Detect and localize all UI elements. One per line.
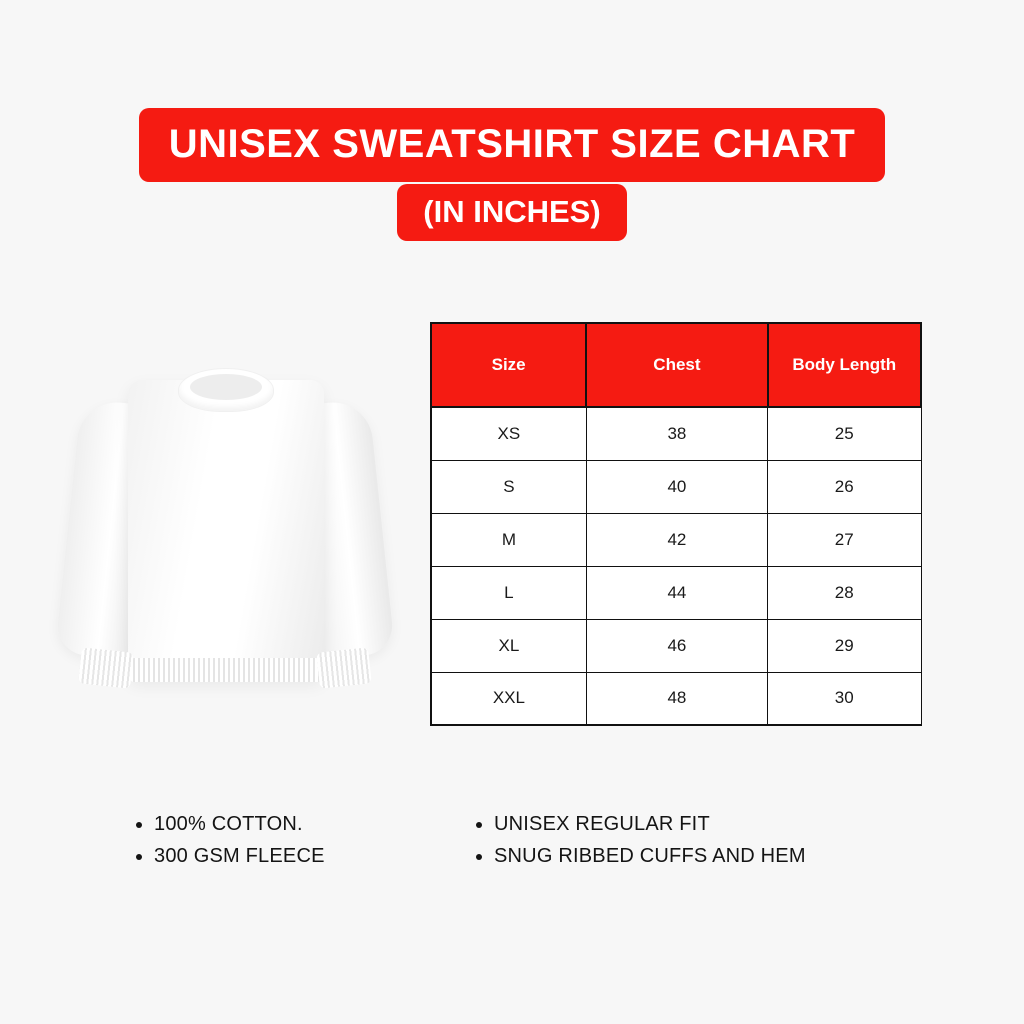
cell-body-length: 30 (768, 672, 921, 725)
cell-size: L (431, 566, 586, 619)
cell-chest: 48 (586, 672, 767, 725)
cell-size: XS (431, 407, 586, 460)
table-row (431, 566, 921, 619)
cell-body-length: 28 (768, 566, 921, 619)
list-item: • 300 GSM FLEECE (154, 840, 472, 872)
column-header-size: Size (431, 323, 586, 407)
column-header-body-length: Body Length (768, 323, 921, 407)
table-row (431, 460, 921, 513)
cell-size: M (431, 513, 586, 566)
table-row (431, 619, 921, 672)
size-chart-table (430, 322, 922, 726)
product-image (60, 340, 390, 730)
cell-size: S (431, 460, 586, 513)
notes-column-left (132, 808, 472, 872)
cell-chest: 42 (586, 513, 767, 566)
table-header-row (431, 323, 921, 407)
table-row (431, 513, 921, 566)
table-row (431, 407, 921, 460)
page-title: UNISEX SWEATSHIRT SIZE CHART (139, 108, 886, 182)
ribbed-cuff-left (78, 647, 133, 688)
table-body (431, 407, 921, 725)
notes-section (0, 808, 1024, 872)
column-header-chest: Chest (586, 323, 767, 407)
title-block (0, 108, 1024, 241)
cell-size: XL (431, 619, 586, 672)
cell-chest: 40 (586, 460, 767, 513)
cell-body-length: 26 (768, 460, 921, 513)
cell-size: XXL (431, 672, 586, 725)
cell-body-length: 29 (768, 619, 921, 672)
list-item: • UNISEX REGULAR FIT (494, 808, 806, 840)
cell-chest: 44 (586, 566, 767, 619)
cell-body-length: 25 (768, 407, 921, 460)
table-header (431, 323, 921, 407)
cell-chest: 46 (586, 619, 767, 672)
table-row (431, 672, 921, 725)
sweatshirt-neck-opening (190, 374, 262, 400)
notes-column-right (472, 808, 806, 872)
list-item: • 100% COTTON. (154, 808, 472, 840)
sweatshirt-body (128, 380, 324, 680)
ribbed-cuff-right (316, 647, 371, 688)
list-item: • SNUG RIBBED CUFFS AND HEM (494, 840, 806, 872)
cell-body-length: 27 (768, 513, 921, 566)
ribbed-hem (130, 658, 322, 682)
page-subtitle: (IN INCHES) (397, 184, 626, 241)
cell-chest: 38 (586, 407, 767, 460)
